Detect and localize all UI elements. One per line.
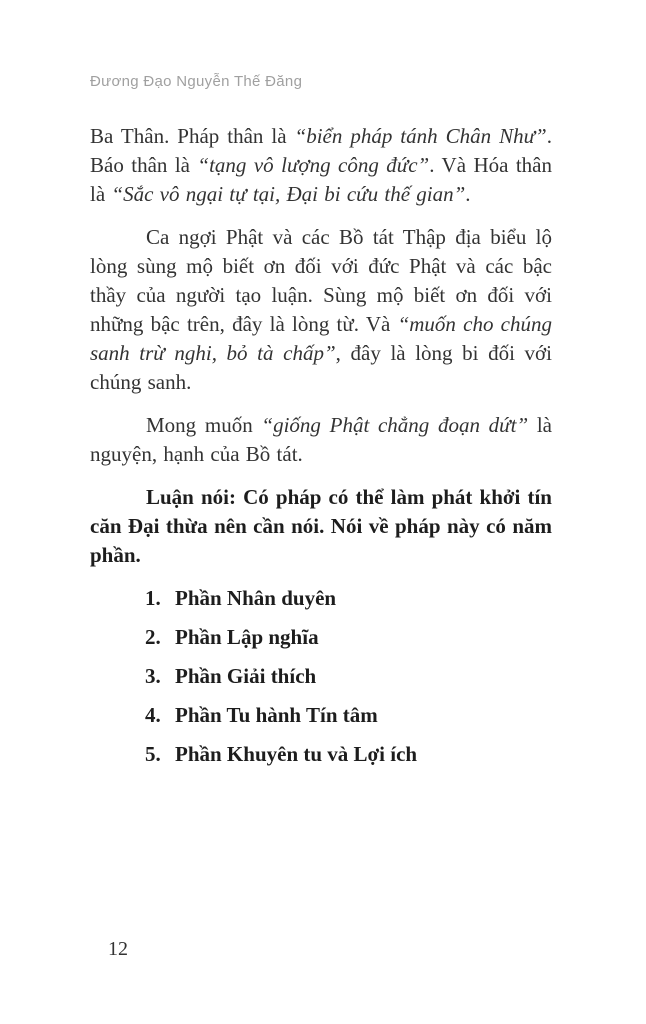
text-run: . Và Hóa thân là [90, 153, 553, 206]
running-head-author: Đương Đạo Nguyễn Thế Đăng [90, 73, 303, 90]
list-item-1 [145, 584, 552, 613]
list-item-number: 3. [145, 664, 161, 688]
text-run: Mong muốn [146, 413, 262, 437]
list-item-label: Phần Giải thích [175, 664, 317, 688]
quoted-phrase: “muốn cho chúng sanh trừ nghi, bỏ tà chấp” [90, 312, 552, 365]
list-item-2 [145, 623, 552, 652]
text-run: , đây là lòng bi đối với chúng sanh. [90, 341, 552, 394]
quoted-phrase: “Sắc vô ngại tự tại, Đại bi cứu thế gian” [111, 182, 466, 206]
page-number: 12 [108, 938, 128, 960]
page-body [90, 122, 552, 779]
paragraph-3 [90, 411, 552, 469]
list-item-4 [145, 701, 552, 730]
paragraph-1 [90, 122, 552, 209]
text-run: . Báo thân là [90, 124, 552, 177]
text-run: Ba Thân. Pháp thân là [90, 124, 295, 148]
body-paragraphs [90, 122, 552, 570]
list-item-label: Phần Khuyên tu và Lợi ích [175, 742, 418, 766]
quoted-phrase: “tạng vô lượng công đức” [197, 153, 430, 177]
paragraph-4 [90, 483, 552, 570]
list-item-number: 1. [145, 586, 161, 610]
list-item-number: 2. [145, 625, 161, 649]
list-item-3 [145, 662, 552, 691]
list-item-5 [145, 740, 552, 769]
list-item-number: 5. [145, 742, 161, 766]
list-item-label: Phần Tu hành Tín tâm [175, 703, 378, 727]
quoted-phrase: “biển pháp tánh Chân Như” [294, 124, 547, 148]
text-run: Luận nói: Có pháp có thể làm phát khởi tín căn Đại thừa nên cần nói. Nói về pháp này có năm phần. [90, 485, 552, 567]
paragraph-2 [90, 223, 552, 397]
list-item-label: Phần Nhân duyên [175, 586, 337, 610]
list-item-label: Phần Lập nghĩa [175, 625, 319, 649]
text-run: . [465, 182, 471, 206]
text-run: Ca ngợi Phật và các Bồ tát Thập địa biểu lộ lòng sùng mộ biết ơn đối với đức Phật và các bậc thầy của người tạo luận. Sùng mộ biết ơn đối với những bậc trên, đây là lòng từ. Và [90, 225, 552, 336]
list-item-number: 4. [145, 703, 161, 727]
outline-list [90, 584, 552, 769]
text-run: là nguyện, hạnh của Bồ tát. [90, 413, 553, 466]
quoted-phrase: “giống Phật chẳng đoạn dứt” [261, 413, 529, 437]
